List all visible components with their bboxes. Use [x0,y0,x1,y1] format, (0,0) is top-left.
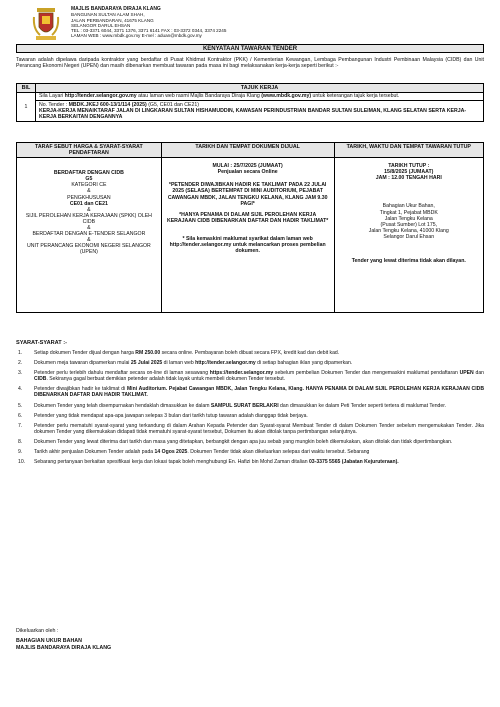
list-item: 3. Petender perlu terlebih dahulu mendaftar secara on-line di laman sesawang https://tender.selangor.my sebelum pembelian Dokumen Tender dan mengemaskini maklumat pendaftaran UPEN dan CIDB. Sekiranya gagal berbuat demikian petender adalah tidak layak untuk membeli dokumen Tender tersebut. [18,370,484,383]
intro-paragraph: Tawaran adalah dipelawa daripada kontraktor yang berdaftar di Pusat Khidmat Kontraktor (PKK) / Kementerian Kewangan, Lembaga Pembangunan Industri Pembinaan Malaysia (CIDB) dan Unit Perancang Ekonomi Negeri (UPEN) dan masih dibenarkan membuat tawaran pada masa ini bagi melaksanakan kerja-kerja seperti berikut :- [16,57,484,70]
info-cell: Sila Layari http://tender.selangor.gov.my atau laman web rasmi Majlis Bandaraya Diraja Klang (www.mbdk.gov.my) untuk keterangan tajuk kerja tersebut. [36,92,484,101]
tender-portal-link[interactable]: http://tender.selangor.gov.my [64,93,137,100]
list-item: 5. Dokumen Tender yang telah disempurnakan hendaklah dimasukkan ke dalam SAMPUL SURAT BERLAKRI dan dimasukkan ke dalam Peti Tender seperti tertera di maklumat Tender. [18,402,447,409]
tender-title-cell [36,101,484,122]
briefing-notice: *PETENDER DIWAJIBKAN HADIR KE TAKLIMAT PADA 22 JULAI 2025 (SELASA) BERTEMPAT DI MINI AUDITORIUM, PEJABAT CAWANGAN MBDK, JALAN TENGKU KELANA, KLANG JAM 9.30 PAGI* [167,182,328,207]
tajuk-header: TAJUK KERJA [36,84,484,93]
tender-title: KERJA-KERJA MENAIKTARAF JALAN DI LINGKARAN SULTAN HISHAMUDDIN, KAWASAN PERINDUSTRIAN BANDAR SULTAN SULEIMAN, KLANG SELATAN SERTA KERJA-KERJA BERKAITAN DENGANNYA [39,108,467,121]
notice-title: KENYATAAN TAWARAN TENDER [16,44,484,53]
table-row [17,92,484,101]
work-title-table [16,83,484,122]
table-header-row [17,84,484,93]
sale-start-date: MULAI : 25/7/2025 (JUMAAT) [212,163,283,170]
tel-fax-line: TEL : 03-3371 6044, 3371 1376, 3371 6141 FAX : 03-3372 0344, 3374 2245 [71,28,227,34]
sale-cell: MULAI : 25/7/2025 (JUMAAT) Penjualan secara Online *PETENDER DIWAJIBKAN HADIR KE TAKLIMAT PADA 22 JULAI 2025 (SELASA) BERTEMPAT DI MINI AUDITORIUM, PEJABAT CAWANGAN MBDK, JALAN TENGKU KELANA, KLANG JAM 9.30 PAGI* *HANYA PENAMA DI DALAM SIJIL PEROLEHAN KERJA KERAJAAN CIDB DIBENARKAN DAFTAR DAN HADIR TAKLIMAT* * Sila kemaskini maklumat syarikat dalam laman web http://tender.selangor.my untuk melancarkan proses pembelian dokumen. [161,158,334,313]
list-item: 6. Petender yang tidak mendapat apa-apa jawapan selepas 3 bulan dari tarikh tutup tawaran adalah dianggap tidak berjaya. [18,412,308,419]
list-item: 10. Sebarang pertanyaan berkaitan spesifikasi kerja dan lokasi tapak boleh menghubungi En. Hafizi bin Mohd Zaman ditalian 03-3375 5565 (Jabatan Kejuruteraan). [18,459,399,466]
tender-number: No. Tender : MBDK.JKEJ 600-13/1/114 (2025) (G5, CE01 dan CE21) [39,102,199,109]
tender-portal-link[interactable]: https://tender.selangor.my [209,370,274,377]
closing-date: 15/8/2025 (JUMAAT) [384,169,434,176]
list-item: 4. Petender diwajibkan hadir ke taklimat di Mini Auditorium. Pejabat Cawangan MBDK, Jalan Tengku Kelana, Klang. HANYA PENAMA DI DALAM SIJIL PEROLEHAN KERJA KERAJAAN CIDB DIBENARKAN DAFTAR DAN HADIR TAKLIMAT. [18,386,485,399]
address-line: BANGUNAN SULTAN ALAM SHAH, [71,12,145,18]
mbdk-website-link[interactable]: (www.mbdk.gov.my) [261,93,312,100]
late-tender-notice: Tender yang lewat diterima tidak akan dilayan. [351,258,466,265]
bil-header: BIL [17,84,36,93]
list-item: 9. Tarikh akhir penjualan Dokumen Tender adalah pada 14 Ogos 2025. Dokumen Tender tidak akan dikeluarkan selepas dari waktu tersebut. Sebarang [18,449,370,456]
registration-header: TARAF SEBUT HARGA & SYARAT-SYARAT PENDAFTARAN [17,143,162,158]
tender-details-table [16,142,484,313]
org-name: MAJLIS BANDARAYA DIRAJA KLANG [71,6,161,12]
closing-time: JAM : 12.00 TENGAH HARI [375,175,442,182]
table-row [17,101,484,122]
table-header-row [17,143,484,158]
list-item: 7. Petender perlu mematuhi syarat-syarat yang terkandung di dalam Arahan Kepada Petender dan Syarat-syarat Membuat Tender di dalam Dokumen Tender sebelum mengemukakan Tender. Jika dokumen Tender yang dikemukakan didapati tidak mematuhi syarat-syarat tersebut, Dokumen itu akan ditolak tanpa pertimbangan selanjutnya. [18,422,484,435]
conditions-list [16,350,484,469]
closing-header: TARIKH, WAKTU DAN TEMPAT TAWARAN TUTUP [334,143,483,158]
list-item: 1. Setiap dokumen Tender dijual dengan harga RM 250.00 secara online. Pembayaran boleh dibuat secara FPX, kredit kad dan debit kad. [18,350,340,356]
letterhead-text [71,7,226,39]
web-email-line: LAMAN WEB : www.mbdk.gov.my E-mel : aduan@mbdk.gov.my [71,33,202,39]
council-crest-icon [32,7,60,41]
registration-cell: BERDAFTAR DENGAN CIDB G5 KATEGORI CE & PENGKHUSUSAN CE01 dan CE21 & SIJIL PEROLEHAN KERJA KERAJAAN (SPKK) OLEH CIDB & BERDAFTAR DENGAN E-TENDER SELANGOR & UNIT PERANCANG EKONOMI NEGERI SELANGOR (UPEN) [17,158,162,313]
issuer-block: Dikeluarkan oleh : BAHAGIAN UKUR BAHAN MAJLIS BANDARAYA DIRAJA KLANG [16,628,112,651]
address-line: JALAN PERBANDARAN, 41675 KLANG [71,17,154,23]
list-item: 2. Dokumen meja tawaran dipamerkan mulai 25 Julai 2025 di laman web http://tender.selangor.my di setiap bahagian iklan yang dipamerkan. [18,360,353,367]
update-info-notice: * Sila kemaskini maklumat syarikat dalam laman web http://tender.selangor.my untuk melancarkan proses pembelian dokumen. [169,235,326,255]
table-row [17,158,484,313]
closing-cell: TARIKH TUTUP : 15/8/2025 (JUMAAT) JAM : 12.00 TENGAH HARI Bahagian Ukur Bahan, Tingkat 1, Pejabat MBDK Jalan Tengku Kelana (Pusat Sumber) Lot 175, Jalan Tengku Kelana, 41000 Klang Selangor Darul Ehsan Tender yang lewat diterima tidak akan dilayan. [334,158,483,313]
address-line: SELANGOR DARUL EHSAN [71,22,131,28]
list-item: 8. Dokumen Tender yang lewat diterima dari tarikh dan masa yang ditetapkan, berbangkit dengan apa juu sebab yang mungkin boleh dikemukakan, akan ditolak dan tidak dipertimbangkan. [18,438,453,445]
conditions-heading: SYARAT-SYARAT :- [16,340,67,346]
tender-portal-link[interactable]: http://tender.selangor.my [195,360,256,367]
sale-header: TARIKH DAN TEMPAT DOKUMEN DIJUAL [161,143,334,158]
bil-cell: 1 [17,92,36,122]
letterhead [22,7,482,41]
cidb-name-notice: *HANYA PENAMA DI DALAM SIJIL PEROLEHAN KERJA KERAJAAN CIDB DIBENARKAN DAFTAR DAN HADIR TAKLIMAT* [166,211,329,224]
